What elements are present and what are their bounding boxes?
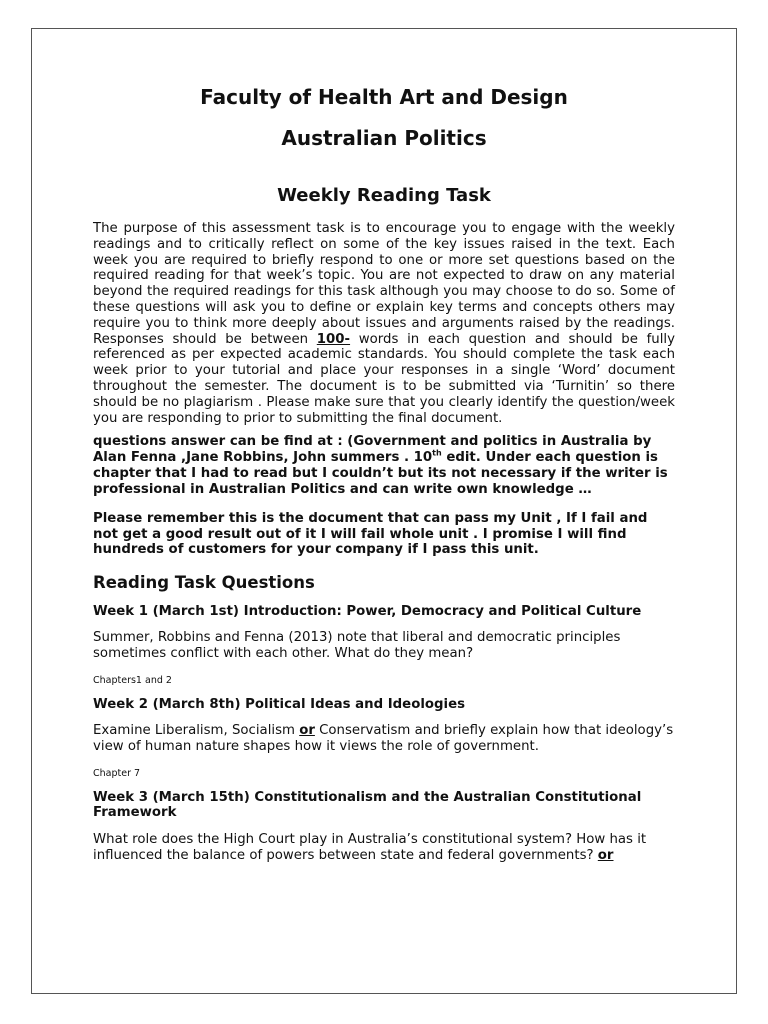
week-title: Week 2 (March 8th) Political Ideas and Ideologies bbox=[93, 696, 466, 712]
question-text-1: What role does the High Court play in Australia’s constitutional system? How has it influenced the balance of powers between state and federal governments? bbox=[93, 831, 647, 863]
or-emphasis: or bbox=[299, 723, 315, 739]
week-title: Week 1 (March 1st) Introduction: Power, Democracy and Political Culture bbox=[93, 603, 642, 619]
plea-note: Please remember this is the document that can pass my Unit , If I fail and not get a good result out of it I will fail whole unit . I promise I will find hundreds of customers for your company if I pass this unit. bbox=[93, 510, 648, 558]
question-text-2: Conservatism and briefly explain how that ideology’s view of human nature shapes how it views the role of government. bbox=[93, 723, 674, 754]
week-title: Week 3 (March 15th) Constitutionalism and the Australian Constitutional Framework bbox=[93, 789, 642, 821]
task-title: Weekly Reading Task bbox=[277, 185, 491, 206]
reference-note bbox=[93, 434, 675, 497]
questions-heading: Reading Task Questions bbox=[93, 572, 315, 592]
course-title: Australian Politics bbox=[281, 126, 487, 150]
week-chapter: Chapter 7 bbox=[93, 767, 141, 779]
week-question bbox=[93, 832, 675, 864]
week-3-block bbox=[93, 790, 675, 864]
week-chapter: Chapters1 and 2 bbox=[93, 674, 172, 686]
intro-paragraph bbox=[93, 221, 675, 426]
word-count: 100- bbox=[316, 331, 351, 347]
note-superscript: th bbox=[432, 448, 442, 458]
week-question: Summer, Robbins and Fenna (2013) note that liberal and democratic principles sometimes conflict with each other. What do they mean? bbox=[93, 630, 621, 661]
faculty-title: Faculty of Health Art and Design bbox=[200, 85, 568, 109]
note-text-1: questions answer can be find at : (Government and politics in Australia by Alan Fenna ,Jane Robbins, John summers . 10 bbox=[93, 434, 652, 466]
week-2-block bbox=[93, 697, 675, 780]
intro-text-1: The purpose of this assessment task is to encourage you to engage with the weekly readings and to critically reflect on some of the key issues raised in the text. Each week you are required to briefly respond to one or more set questions based on the required reading for that week’s topic. You are not expected to draw on any material beyond the required readings for this task although you may choose to do so. Some of these questions will ask you to define or explain key terms and concepts others may require you to think more deeply about issues and arguments raised by the readings. Responses should be between bbox=[93, 221, 675, 347]
week-question bbox=[93, 723, 675, 755]
intro-text-2: words in each question and should be fully referenced as per expected academic standards. You should complete the task each week prior to your tutorial and place your responses in a single ‘Word’ document throughout the semester. The document is to be submitted via ‘Turnitin’ so there should be no plagiarism . Please make sure that you clearly identify the question/week you are responding to prior to submitting the final document. bbox=[93, 331, 675, 426]
note-text-2: edit. Under each question is chapter that I had to read but I couldn’t but its not necessary if the writer is professional in Australian Politics and can write own knowledge … bbox=[93, 450, 668, 497]
document-content bbox=[93, 84, 675, 863]
week-1-block bbox=[93, 604, 675, 687]
question-text-1: Examine Liberalism, Socialism bbox=[93, 723, 300, 739]
or-emphasis: or bbox=[597, 847, 614, 863]
